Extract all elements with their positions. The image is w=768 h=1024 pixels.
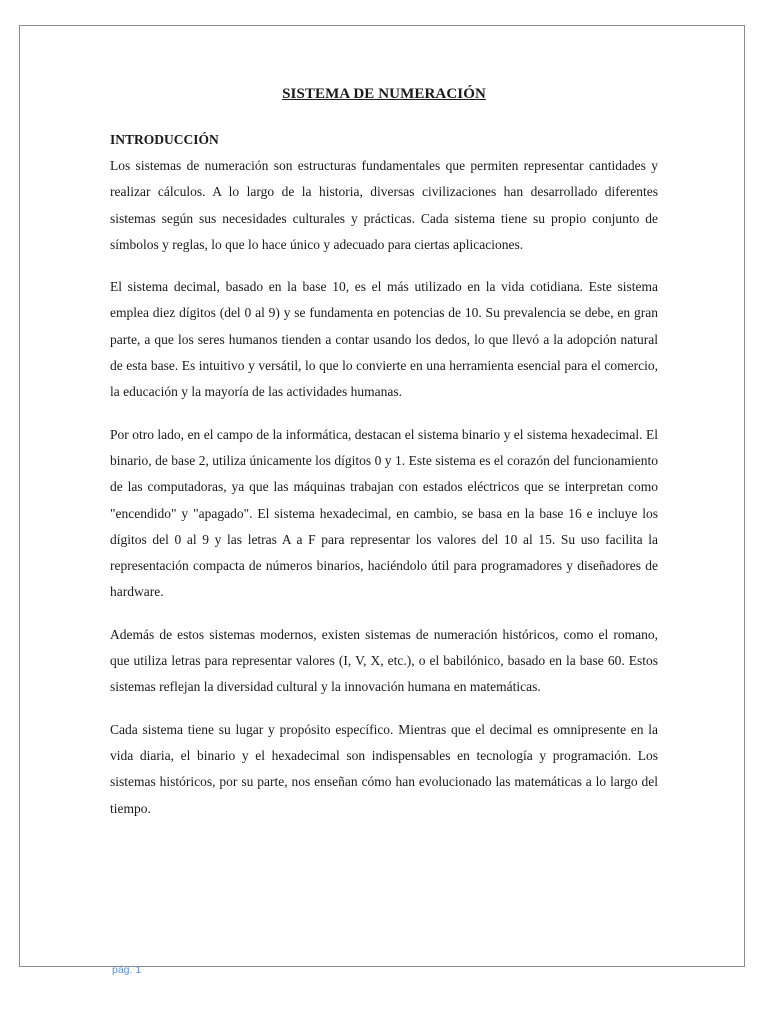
paragraph-3: Por otro lado, en el campo de la informática, destacan el sistema binario y el sistema hexadecimal. El binario, de base 2, utiliza únicamente los dígitos 0 y 1. Este sistema es el corazón del funcionamiento de las computadoras, ya que las máquinas trabajan con estados eléctricos que se interpretan como "encendido" y "apagado". El sistema hexadecimal, en cambio, se basa en la base 16 e incluye los dígitos del 0 al 9 y las letras A a F para representar los valores del 10 al 15. Su uso facilita la representación compacta de números binarios, haciéndolo útil para programadores y diseñadores de hardware. xyxy=(110,426,658,600)
paragraph-2: El sistema decimal, basado en la base 10, es el más utilizado en la vida cotidiana. Este sistema emplea diez dígitos (del 0 al 9) y se fundamenta en potencias de 10. Su prevalencia se debe, en gran parte, a que los seres humanos tienden a contar usando los dedos, lo que llevó a la adopción natural de esta base. Es intuitivo y versátil, lo que lo convierte en una herramienta esencial para el comercio, la educación y la mayoría de las actividades humanas. xyxy=(110,279,658,400)
document-body xyxy=(110,86,658,838)
paragraph-4: Además de estos sistemas modernos, existen sistemas de numeración históricos, como el romano, que utiliza letras para representar valores (I, V, X, etc.), o el babilónico, basado en la base 60. Estos sistemas reflejan la diversidad cultural y la innovación humana en matemáticas. xyxy=(110,626,658,695)
document-title: SISTEMA DE NUMERACIÓN xyxy=(282,86,486,102)
section-heading-introduccion: INTRODUCCIÓN xyxy=(110,132,219,147)
paragraph-1: Los sistemas de numeración son estructuras fundamentales que permiten representar cantidades y realizar cálculos. A lo largo de la historia, diversas civilizaciones han desarrollado diferentes sistemas según sus necesidades culturales y prácticas. Cada sistema tiene su propio conjunto de símbolos y reglas, lo que lo hace único y adecuado para ciertas aplicaciones. xyxy=(110,158,658,252)
paragraph-5: Cada sistema tiene su lugar y propósito específico. Mientras que el decimal es omnipresente en la vida diaria, el binario y el hexadecimal son indispensables en tecnología y programación. Los sistemas históricos, por su parte, nos enseñan cómo han evolucionado las matemáticas a lo largo del tiempo. xyxy=(110,721,658,816)
page-number: pág. 1 xyxy=(112,964,142,976)
